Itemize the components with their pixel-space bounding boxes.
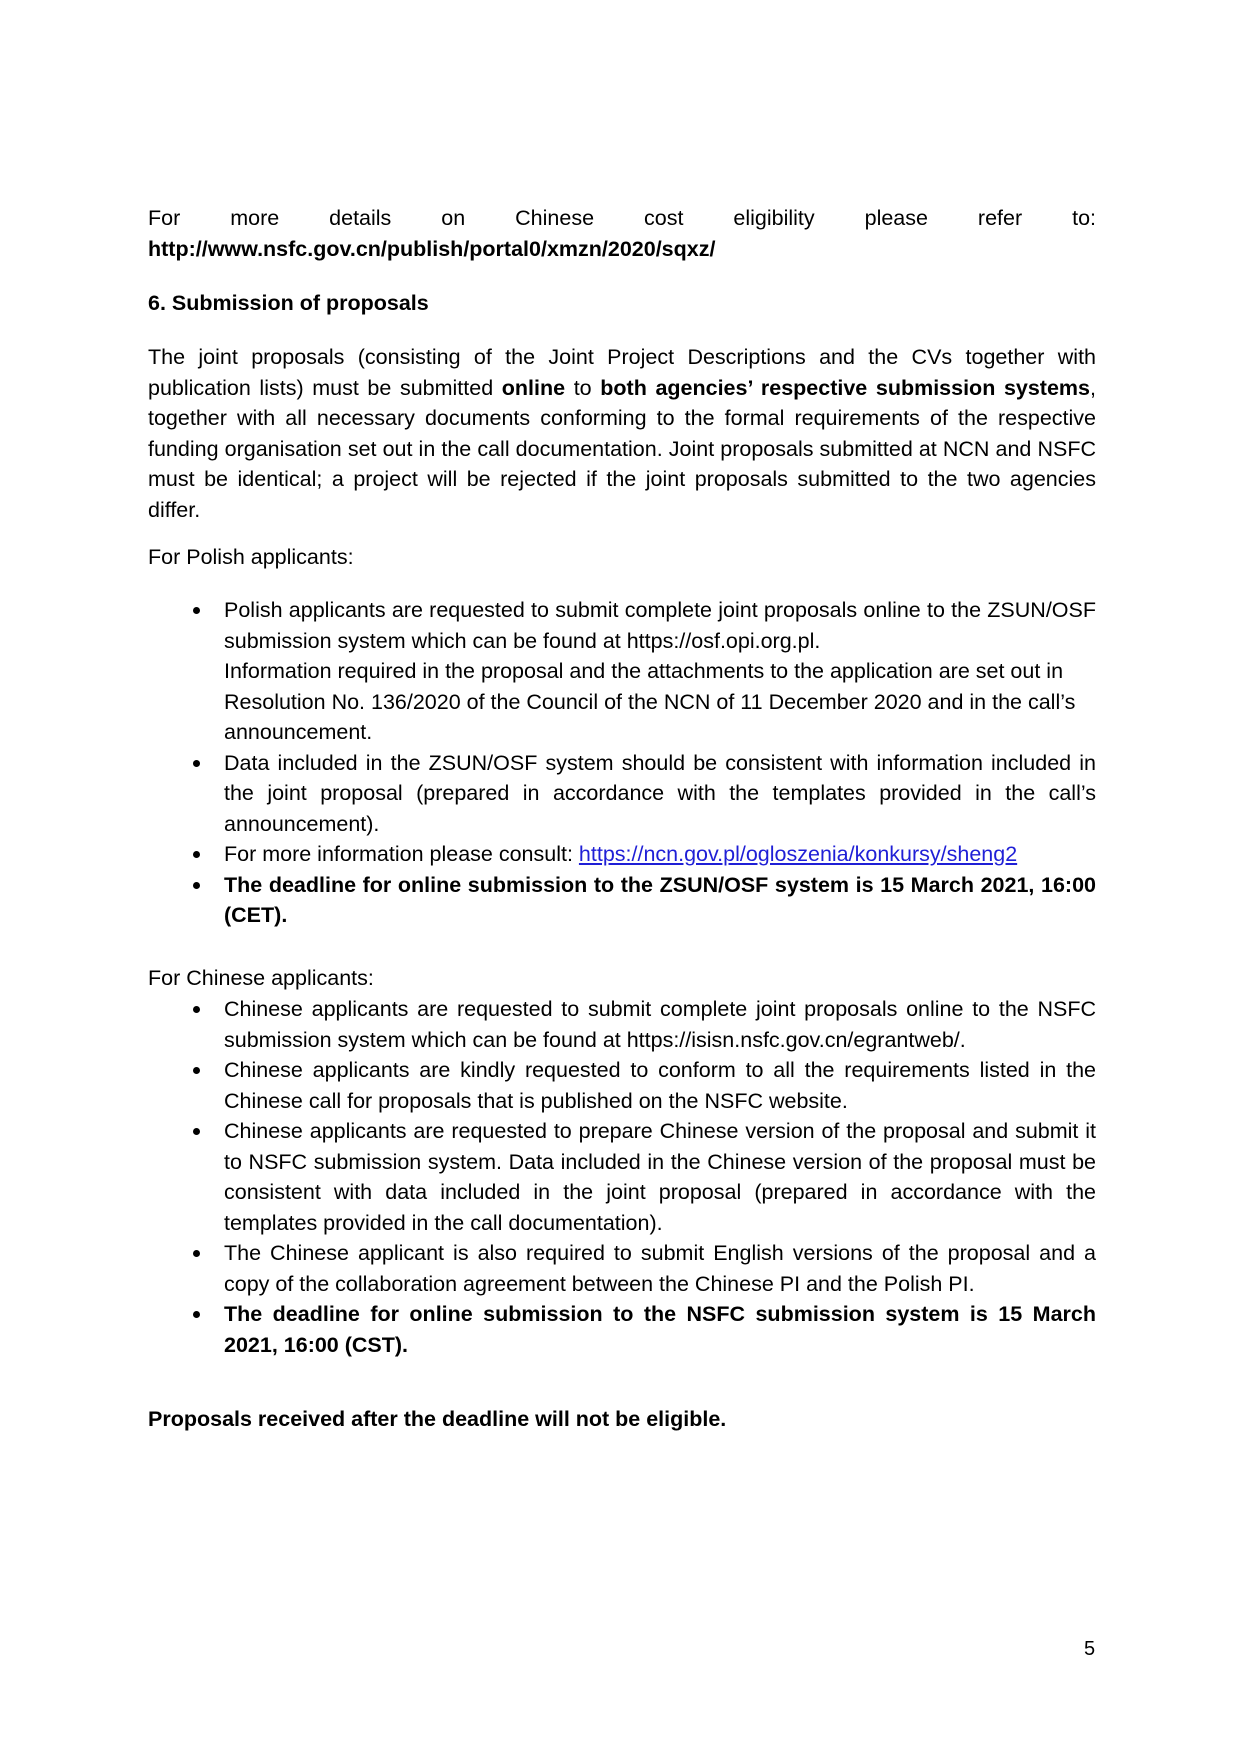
ncn-sheng2-link[interactable]: https://ncn.gov.pl/ogloszenia/konkursy/sheng2 bbox=[578, 842, 1018, 866]
cost-eligibility-url: http://www.nsfc.gov.cn/publish/portal0/xmzn/2020/sqxz/ bbox=[148, 236, 716, 261]
intro-bold-systems: both agencies’ respective submission systems bbox=[600, 375, 1091, 400]
list-item bbox=[148, 839, 1096, 870]
cost-eligibility-paragraph bbox=[148, 203, 1096, 264]
polish-bullet-list bbox=[148, 595, 1096, 931]
list-item bbox=[148, 595, 1096, 748]
bullet-icon bbox=[193, 1128, 200, 1135]
chinese-item-2: Chinese applicants are kindly requested to conform to all the requirements listed in the Chinese call for proposals that is published on the NSFC website. bbox=[224, 1058, 1096, 1113]
closing-statement: Proposals received after the deadline will not be eligible. bbox=[148, 1407, 727, 1431]
list-item bbox=[148, 870, 1096, 931]
bullet-icon bbox=[193, 882, 200, 889]
bullet-icon bbox=[193, 851, 200, 858]
cost-eligibility-text: For more details on Chinese cost eligibility please refer to: bbox=[148, 206, 1096, 230]
page-number: 5 bbox=[1084, 1638, 1096, 1660]
bullet-icon bbox=[193, 760, 200, 767]
polish-item-3-text: For more information please consult: bbox=[224, 842, 579, 866]
chinese-item-4: The Chinese applicant is also required to submit English versions of the proposal and a copy of the collaboration agreement between the Chinese PI and the Polish PI. bbox=[224, 1241, 1096, 1296]
polish-applicants-label: For Polish applicants: bbox=[148, 545, 354, 569]
chinese-bullet-list bbox=[148, 994, 1096, 1360]
polish-deadline: The deadline for online submission to the ZSUN/OSF system is 15 March 2021, 16:00 (CET). bbox=[224, 872, 1096, 927]
list-item bbox=[148, 1116, 1096, 1238]
chinese-applicants-label: For Chinese applicants: bbox=[148, 966, 374, 990]
chinese-deadline: The deadline for online submission to the NSFC submission system is 15 March 2021, 16:00 (CST). bbox=[224, 1302, 1096, 1357]
polish-item-2: Data included in the ZSUN/OSF system should be consistent with information included in the joint proposal (prepared in accordance with the templates provided in the call’s announcement). bbox=[224, 750, 1096, 836]
list-item bbox=[148, 1299, 1096, 1360]
list-item bbox=[148, 994, 1096, 1055]
list-item bbox=[148, 1238, 1096, 1299]
intro-bold-online: online bbox=[501, 375, 566, 400]
polish-item-1-line2: Information required in the proposal and the attachments to the application are set out in Resolution No. 136/2020 of the Council of the NCN of 11 December 2020 and in the call’s announcement. bbox=[224, 659, 1076, 744]
list-item bbox=[148, 748, 1096, 840]
intro-paragraph bbox=[148, 342, 1096, 525]
bullet-icon bbox=[193, 607, 200, 614]
bullet-icon bbox=[193, 1067, 200, 1074]
polish-item-1-line1: Polish applicants are requested to submit complete joint proposals online to the ZSUN/OSF submission system which can be found at https://osf.opi.org.pl. bbox=[224, 598, 1096, 653]
chinese-item-1: Chinese applicants are requested to submit complete joint proposals online to the NSFC submission system which can be found at https://isisn.nsfc.gov.cn/egrantweb/. bbox=[224, 997, 1096, 1052]
bullet-icon bbox=[193, 1006, 200, 1013]
bullet-icon bbox=[193, 1250, 200, 1257]
intro-part3: , together with all necessary documents conforming to the formal requirements of the respective funding organisation set out in the call documentation. Joint proposals submitted at NCN and NSFC must be identical; a project will be rejected if the joint proposals submitted to the two agencies differ. bbox=[148, 375, 1096, 522]
bullet-icon bbox=[193, 1311, 200, 1318]
list-item bbox=[148, 1055, 1096, 1116]
section-heading: 6. Submission of proposals bbox=[148, 291, 429, 315]
intro-part1: The joint proposals (consisting of the Joint Project Descriptions and the CVs together with publication lists) must be submitted bbox=[148, 345, 1096, 400]
chinese-item-3: Chinese applicants are requested to prepare Chinese version of the proposal and submit it to NSFC submission system. Data included in the Chinese version of the proposal must be consistent with data included in the joint proposal (prepared in accordance with the templates provided in the call documentation). bbox=[224, 1119, 1096, 1235]
intro-part2: to bbox=[565, 375, 601, 400]
